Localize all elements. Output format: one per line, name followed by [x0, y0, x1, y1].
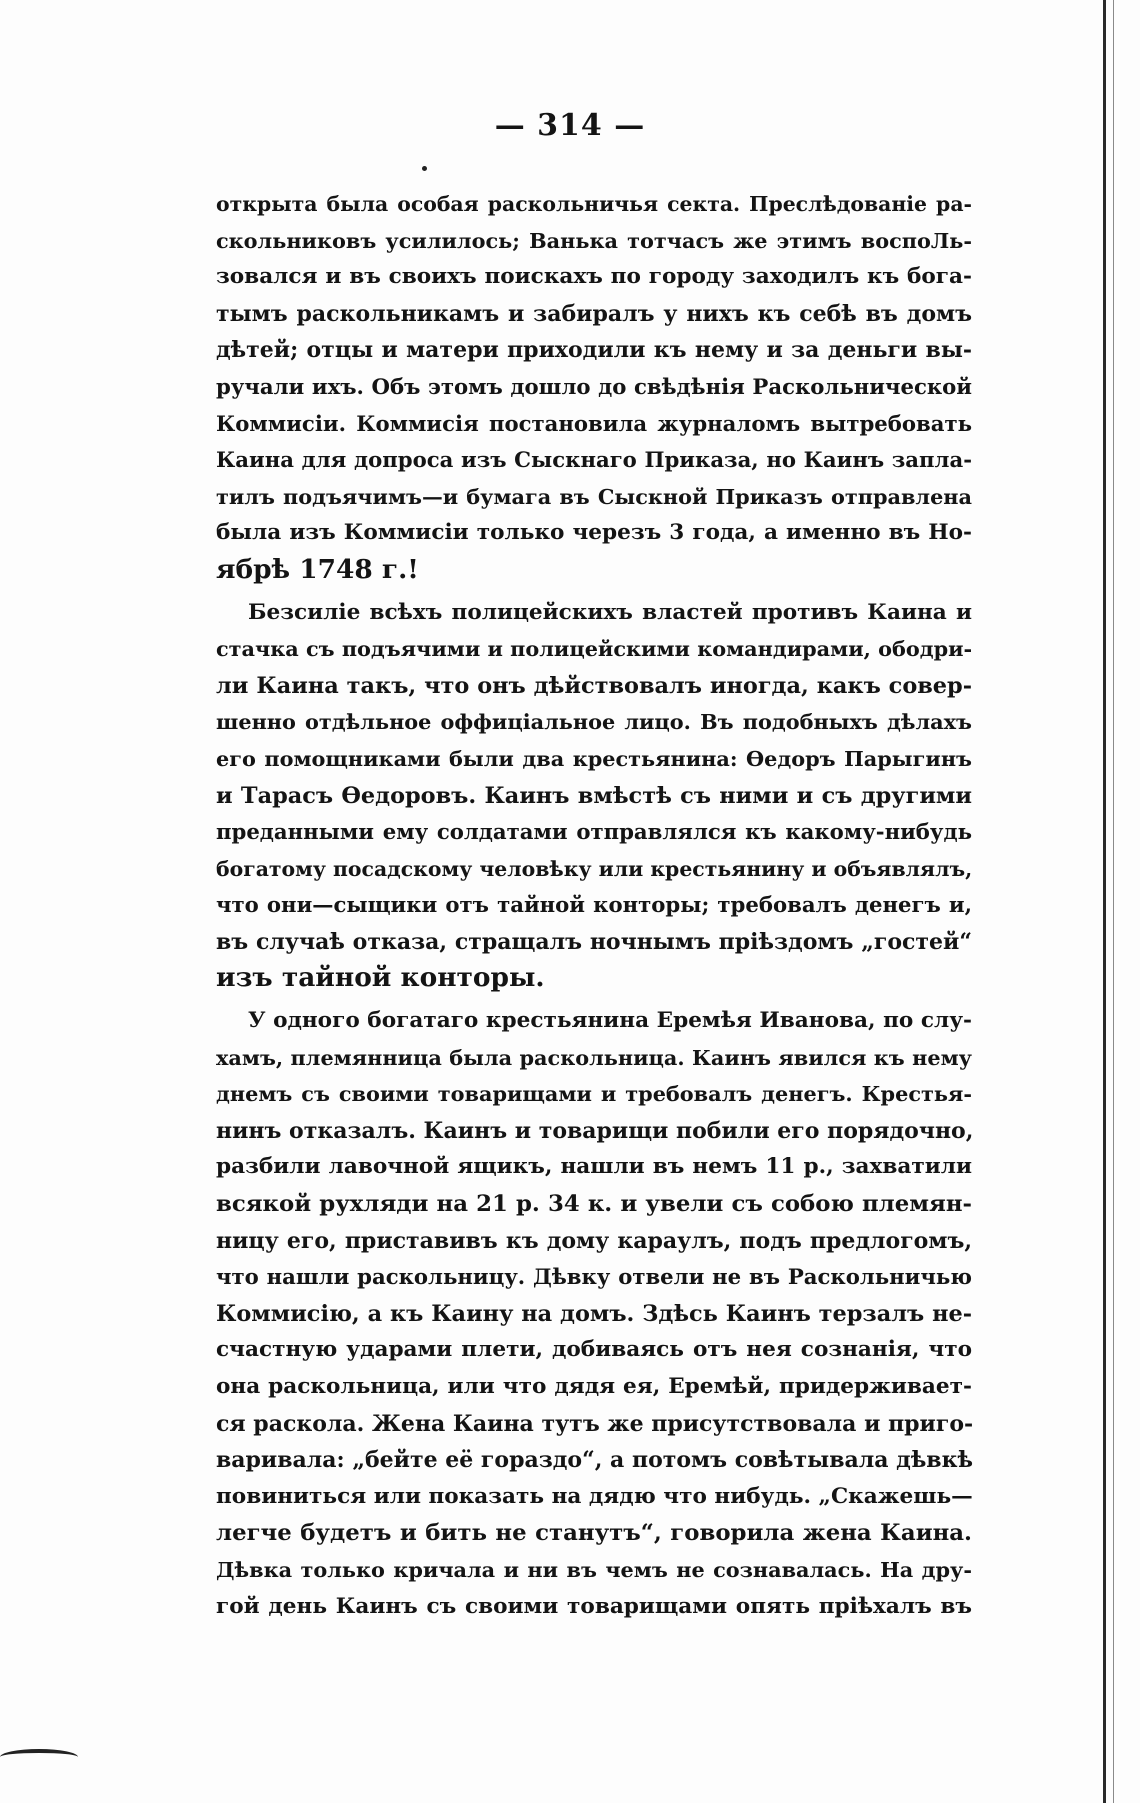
- text-line: ли Каина такъ, что онъ дѣйствовалъ иногда, какъ совер-: [216, 672, 972, 699]
- text-line: его помощниками были два крестьянина: Ѳедоръ Парыгинъ: [216, 745, 972, 771]
- text-line: нинъ отказалъ. Каинъ и товарищи побили его порядочно,: [216, 1117, 974, 1144]
- text-line: ручали ихъ. Объ этомъ дошло до свѣдѣнія Раскольнической: [216, 373, 972, 399]
- text-line: гой день Каинъ съ своими товарищами опять пріѣхалъ въ: [216, 1593, 972, 1619]
- text-line: тилъ подъячимъ—и бумага въ Сыскной Приказъ отправлена: [216, 483, 972, 509]
- paragraph-3: [216, 1003, 972, 1625]
- text-line: стачка съ подъячими и полицейскими командирами, ободри-: [216, 636, 973, 662]
- text-line: Безсиліе всѣхъ полицейскихъ властей противъ Каина и: [248, 599, 972, 625]
- page-edge-shadow: [1113, 0, 1114, 1803]
- print-speck: [422, 166, 427, 171]
- text-line: что нашли раскольницу. Дѣвку отвели не въ Раскольничью: [216, 1264, 972, 1290]
- text-line: была изъ Коммисіи только черезъ 3 года, а именно въ Но-: [216, 520, 972, 546]
- page-corner-mark: [0, 1749, 78, 1765]
- text-line: дѣтей; отцы и матери приходили къ нему и за деньги вы-: [216, 337, 972, 364]
- page-number: — 314 —: [494, 108, 646, 143]
- text-line: тымъ раскольникамъ и забиралъ у нихъ къ себѣ въ домъ: [216, 300, 972, 327]
- page-text: [216, 186, 972, 1625]
- text-line: легче будетъ и бить не станутъ“, говорила жена Каина.: [216, 1520, 972, 1547]
- text-line: открыта была особая раскольничья секта. Преслѣдованіе ра-: [216, 192, 972, 216]
- text-line: Коммисію, а къ Каину на домъ. Здѣсь Каинъ терзалъ не-: [216, 1300, 972, 1327]
- text-line: всякой рухляди на 21 р. 34 к. и увели съ собою племян-: [216, 1191, 972, 1218]
- text-line: въ случаѣ отказа, стращалъ ночнымъ пріѣздомъ „гостей“: [216, 928, 972, 955]
- text-line: днемъ съ своими товарищами и требовалъ денегъ. Крестья-: [216, 1081, 972, 1107]
- paragraph-2: [216, 595, 972, 998]
- text-line: шенно отдѣльное оффиціальное лицо. Въ подобныхъ дѣлахъ: [216, 709, 972, 735]
- text-line: зовался и въ своихъ поискахъ по городу заходилъ къ бога-: [216, 264, 972, 290]
- text-line: она раскольница, или что дядя ея, Еремѣй, придерживает-: [216, 1374, 972, 1399]
- text-line: изъ тайной конторы.: [216, 962, 545, 994]
- text-line: ницу его, приставивъ къ дому караулъ, подъ предлогомъ,: [216, 1227, 972, 1254]
- text-line: и Тарасъ Ѳедоровъ. Каинъ вмѣстѣ съ ними и съ другими: [216, 782, 972, 809]
- text-line: варивала: „бейте её гораздо“, а потомъ совѣтывала дѣвкѣ: [216, 1447, 973, 1474]
- text-line: ся раскола. Жена Каина тутъ же присутствовала и приго-: [216, 1410, 974, 1437]
- text-line: хамъ, племянница была раскольница. Каинъ явился къ нему: [216, 1044, 972, 1070]
- text-line: разбили лавочной ящикъ, нашли въ немъ 11 р., захватили: [216, 1154, 972, 1180]
- text-line: У одного богатаго крестьянина Еремѣя Иванова, по слу-: [248, 1008, 972, 1034]
- text-line: Коммисіи. Коммисія постановила журналомъ вытребовать: [216, 410, 972, 436]
- text-line: скольниковъ усилилось; Ванька тотчасъ же этимъ воспоЛь-: [216, 227, 972, 253]
- text-line: повиниться или показать на дядю что нибудь. „Скажешь—: [216, 1483, 973, 1509]
- paragraph-1: [216, 186, 972, 589]
- text-line: богатому посадскому человѣку или крестьянину и объявлялъ,: [216, 856, 973, 881]
- text-line: Дѣвка только кричала и ни въ чемъ не сознавалась. На дру-: [216, 1556, 972, 1582]
- text-line: счастную ударами плети, добиваясь отъ нея сознанія, что: [216, 1337, 972, 1363]
- text-line: что они—сыщики отъ тайной конторы; требовалъ денегъ и,: [216, 892, 972, 918]
- text-line: ябрѣ 1748 г.!: [216, 553, 419, 585]
- page-edge-line: [1103, 0, 1106, 1803]
- text-line: преданными ему солдатами отправлялся къ какому-нибудь: [216, 819, 972, 845]
- text-line: Каина для допроса изъ Сыскнаго Приказа, но Каинъ запла-: [216, 447, 972, 473]
